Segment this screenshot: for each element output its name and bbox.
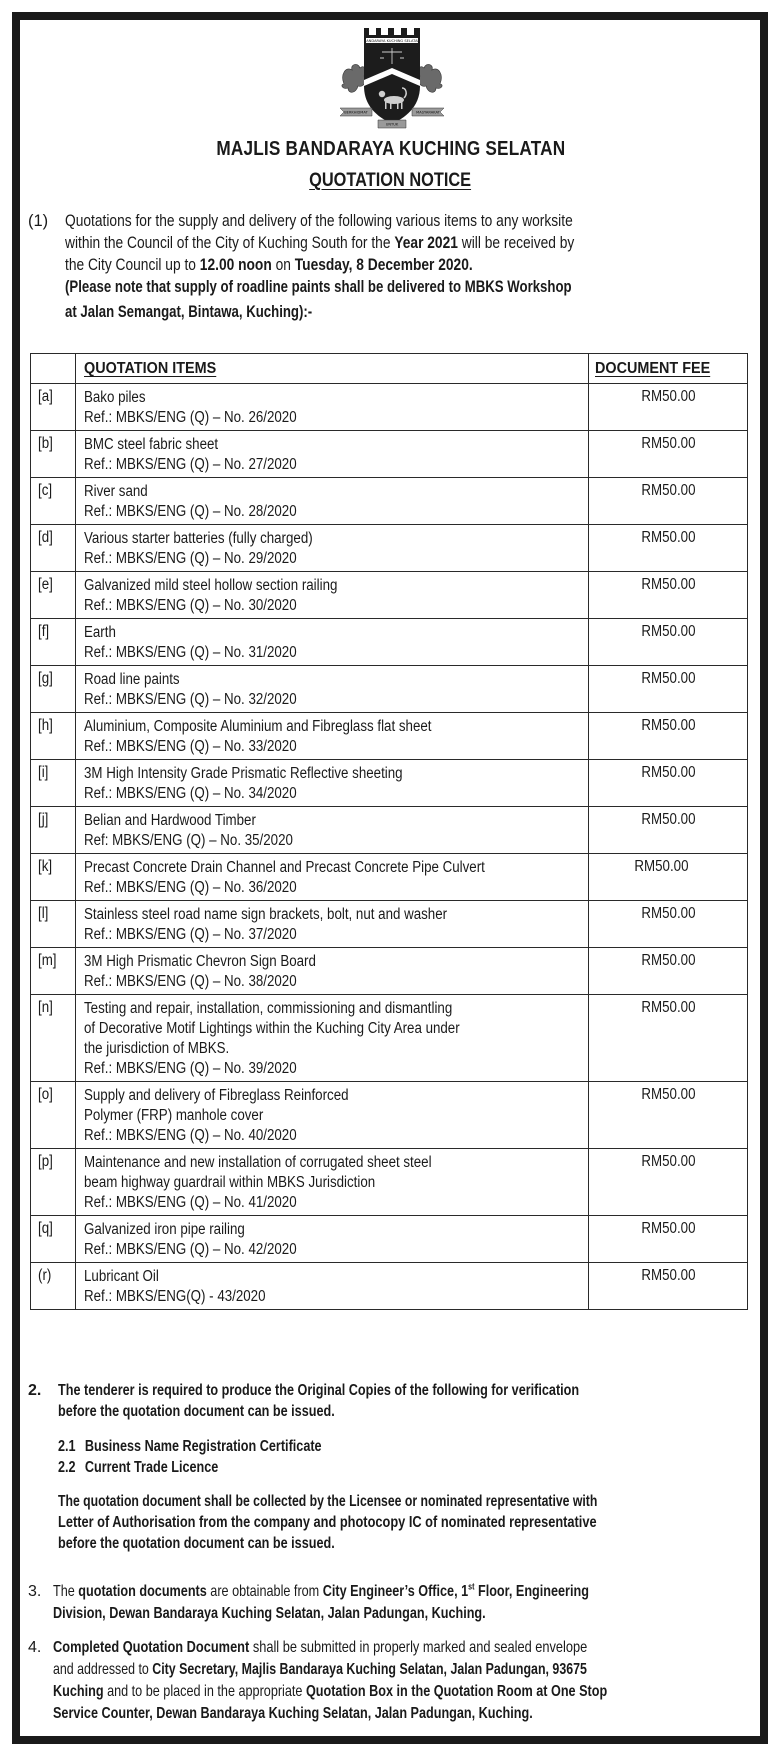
table-row [31, 572, 748, 619]
item-document-fee: RM50.00 [589, 807, 748, 854]
item-reference: Ref.: MBKS/ENG (Q) – No. 29/2020 [84, 550, 297, 567]
item-description [76, 807, 589, 854]
year-value: Year 2021 [394, 234, 458, 252]
item-reference: Ref.: MBKS/ENG (Q) – No. 39/2020 [84, 1060, 297, 1077]
item-description [76, 1263, 589, 1310]
item-document-fee: RM50.00 [589, 384, 748, 431]
table-row [31, 666, 748, 713]
section-2-line: before the quotation document can be issued. [58, 1403, 335, 1420]
header-letter-cell [31, 354, 76, 384]
requirement-item: 2.1 Business Name Registration Certificate [58, 1438, 322, 1455]
item-letter: [b] [31, 431, 76, 478]
crest-motto-3: MASYARAKAT [416, 110, 440, 115]
item-name-line: Maintenance and new installation of corrugated sheet steel [84, 1154, 432, 1171]
municipal-crest-icon [338, 24, 446, 130]
header-fee-cell: DOCUMENT FEE [589, 354, 748, 384]
deadline-time: 12.00 noon [199, 256, 272, 274]
item-reference: Ref.: MBKS/ENG (Q) – No. 26/2020 [84, 409, 297, 426]
item-letter: [f] [31, 619, 76, 666]
item-reference: Ref.: MBKS/ENG (Q) – No. 36/2020 [84, 879, 297, 896]
item-reference: Ref.: MBKS/ENG (Q) – No. 38/2020 [84, 973, 297, 990]
item-document-fee: RM50.00 [589, 431, 748, 478]
item-letter: (r) [31, 1263, 76, 1310]
item-description [76, 666, 589, 713]
item-letter: [p] [31, 1149, 76, 1216]
item-letter: [l] [31, 901, 76, 948]
table-row [31, 995, 748, 1082]
item-document-fee: RM50.00 [589, 1082, 748, 1149]
section-1-number: (1) [28, 212, 49, 230]
item-reference: Ref.: MBKS/ENG (Q) – No. 27/2020 [84, 456, 297, 473]
table-row [31, 760, 748, 807]
section-3-number: 3. [28, 1583, 42, 1600]
item-letter: [k] [31, 854, 76, 901]
item-name-line: BMC steel fabric sheet [84, 436, 219, 453]
item-name-line: Galvanized iron pipe railing [84, 1221, 245, 1238]
table-row [31, 1149, 748, 1216]
item-reference: Ref.: MBKS/ENG (Q) – No. 41/2020 [84, 1194, 297, 1211]
item-document-fee: RM50.00 [589, 478, 748, 525]
table-row [31, 384, 748, 431]
crest-motto-2: UNTUK [385, 122, 399, 127]
item-name-line: 3M High Intensity Grade Prismatic Reflective sheeting [84, 765, 403, 782]
item-reference: Ref.: MBKS/ENG (Q) – No. 37/2020 [84, 926, 297, 943]
table-row [31, 1082, 748, 1149]
section-4-line: Service Counter, Dewan Bandaraya Kuching Selatan, Jalan Padungan, Kuching. [53, 1705, 533, 1722]
item-letter: [q] [31, 1216, 76, 1263]
item-document-fee: RM50.00 [589, 854, 748, 901]
item-name-line: 3M High Prismatic Chevron Sign Board [84, 953, 316, 970]
table-row [31, 1263, 748, 1310]
item-name-line: Belian and Hardwood Timber [84, 812, 256, 829]
item-letter: [c] [31, 478, 76, 525]
section-4-number: 4. [28, 1639, 42, 1656]
table-row [31, 901, 748, 948]
item-reference: Ref.: MBKS/ENG (Q) – No. 32/2020 [84, 691, 297, 708]
crest-motto-1: BERKHIDMAT [344, 110, 368, 115]
item-name-line: beam highway guardrail within MBKS Jurisdiction [84, 1174, 376, 1191]
item-reference: Ref.: MBKS/ENG (Q) – No. 40/2020 [84, 1127, 297, 1144]
item-description [76, 619, 589, 666]
item-document-fee: RM50.00 [589, 1216, 748, 1263]
item-letter: [j] [31, 807, 76, 854]
item-document-fee: RM50.00 [589, 1149, 748, 1216]
item-description [76, 478, 589, 525]
delivery-note-line: at Jalan Semangat, Bintawa, Kuching):- [65, 303, 313, 321]
item-document-fee: RM50.00 [589, 713, 748, 760]
item-document-fee: RM50.00 [589, 572, 748, 619]
item-description [76, 572, 589, 619]
item-description [76, 901, 589, 948]
item-description [76, 1082, 589, 1149]
table-header-row [31, 354, 748, 384]
section-4-line: Completed Quotation Document shall be submitted in properly marked and sealed envelope [53, 1639, 588, 1656]
item-document-fee: RM50.00 [589, 525, 748, 572]
deadline-date: Tuesday, 8 December 2020. [294, 256, 473, 274]
item-document-fee: RM50.00 [589, 901, 748, 948]
item-reference: Ref.: MBKS/ENG (Q) – No. 34/2020 [84, 785, 297, 802]
table-row [31, 948, 748, 995]
item-description [76, 713, 589, 760]
item-name-line: Stainless steel road name sign brackets, bolt, nut and washer [84, 906, 448, 923]
item-letter: [e] [31, 572, 76, 619]
section-2-number: 2. [28, 1382, 42, 1399]
item-name-line: Galvanized mild steel hollow section railing [84, 577, 338, 594]
organization-name: MAJLIS BANDARAYA KUCHING SELATAN [216, 138, 565, 160]
collection-line: before the quotation document can be issued. [58, 1535, 335, 1552]
item-description [76, 995, 589, 1082]
item-document-fee: RM50.00 [589, 948, 748, 995]
section-1-line: Quotations for the supply and delivery of the following various items to any worksite [65, 212, 573, 230]
item-name-line: the jurisdiction of MBKS. [84, 1040, 230, 1057]
item-description [76, 1149, 589, 1216]
item-description [76, 854, 589, 901]
table-row [31, 525, 748, 572]
item-letter: [i] [31, 760, 76, 807]
item-description [76, 431, 589, 478]
item-name-line: Precast Concrete Drain Channel and Precast Concrete Pipe Culvert [84, 859, 485, 876]
item-reference: Ref: MBKS/ENG (Q) – No. 35/2020 [84, 832, 293, 849]
item-reference: Ref.: MBKS/ENG (Q) – No. 42/2020 [84, 1241, 297, 1258]
table-row [31, 431, 748, 478]
section-2-line: The tenderer is required to produce the Original Copies of the following for verification [58, 1382, 580, 1399]
section-1-line: within the Council of the City of Kuching South for the Year 2021 will be received by [65, 234, 575, 252]
table-row [31, 1216, 748, 1263]
item-letter: [g] [31, 666, 76, 713]
item-letter: [n] [31, 995, 76, 1082]
item-name-line: Testing and repair, installation, commissioning and dismantling [84, 1000, 453, 1017]
delivery-note-line: (Please note that supply of roadline paints shall be delivered to MBKS Workshop [65, 278, 572, 296]
table-row [31, 807, 748, 854]
item-document-fee: RM50.00 [589, 619, 748, 666]
table-row [31, 619, 748, 666]
section-4-line: Kuching and to be placed in the appropriate Quotation Box in the Quotation Room at One Stop [53, 1683, 608, 1700]
table-row [31, 713, 748, 760]
item-description [76, 1216, 589, 1263]
item-document-fee: RM50.00 [589, 760, 748, 807]
item-letter: [d] [31, 525, 76, 572]
item-reference: Ref.: MBKS/ENG (Q) – No. 28/2020 [84, 503, 297, 520]
notice-title: QUOTATION NOTICE [309, 170, 472, 191]
item-name-line: Earth [84, 624, 116, 641]
section-3-line: Division, Dewan Bandaraya Kuching Selatan, Jalan Padungan, Kuching. [53, 1605, 486, 1622]
item-name-line: Lubricant Oil [84, 1268, 159, 1285]
item-letter: [o] [31, 1082, 76, 1149]
item-letter: [a] [31, 384, 76, 431]
item-document-fee: RM50.00 [589, 1263, 748, 1310]
crest-banner-text: BANDARAYA KUCHING SELATAN [363, 39, 421, 43]
section-1-line: the City Council up to 12.00 noon on Tuesday, 8 December 2020. [65, 256, 473, 274]
quotation-items-table [30, 353, 748, 1310]
collection-line: The quotation document shall be collected by the Licensee or nominated representative with [58, 1493, 598, 1510]
item-name-line: Road line paints [84, 671, 180, 688]
item-document-fee: RM50.00 [589, 666, 748, 713]
collection-line: Letter of Authorisation from the company and photocopy IC of nominated representative [58, 1514, 597, 1531]
item-name-line: of Decorative Motif Lightings within the Kuching City Area under [84, 1020, 460, 1037]
requirement-item: 2.2 Current Trade Licence [58, 1459, 219, 1476]
item-description [76, 384, 589, 431]
item-letter: [m] [31, 948, 76, 995]
item-reference: Ref.: MBKS/ENG (Q) – No. 30/2020 [84, 597, 297, 614]
item-name-line: Various starter batteries (fully charged) [84, 530, 313, 547]
item-description [76, 948, 589, 995]
item-name-line: Bako piles [84, 389, 146, 406]
item-reference: Ref.: MBKS/ENG (Q) – No. 31/2020 [84, 644, 297, 661]
item-reference: Ref.: MBKS/ENG (Q) – No. 33/2020 [84, 738, 297, 755]
section-3-line: The quotation documents are obtainable from City Engineer’s Office, 1st Floor, Engineering [53, 1581, 589, 1600]
item-reference: Ref.: MBKS/ENG(Q) - 43/2020 [84, 1288, 266, 1305]
item-document-fee: RM50.00 [589, 995, 748, 1082]
section-4-line: and addressed to City Secretary, Majlis Bandaraya Kuching Selatan, Jalan Padungan, 93675 [53, 1661, 587, 1678]
item-description [76, 760, 589, 807]
item-name-line: Polymer (FRP) manhole cover [84, 1107, 264, 1124]
table-row [31, 854, 748, 901]
item-letter: [h] [31, 713, 76, 760]
item-name-line: Supply and delivery of Fibreglass Reinforced [84, 1087, 349, 1104]
item-description [76, 525, 589, 572]
item-name-line: River sand [84, 483, 148, 500]
item-name-line: Aluminium, Composite Aluminium and Fibreglass flat sheet [84, 718, 432, 735]
header-items-cell: QUOTATION ITEMS [76, 354, 589, 384]
table-row [31, 478, 748, 525]
